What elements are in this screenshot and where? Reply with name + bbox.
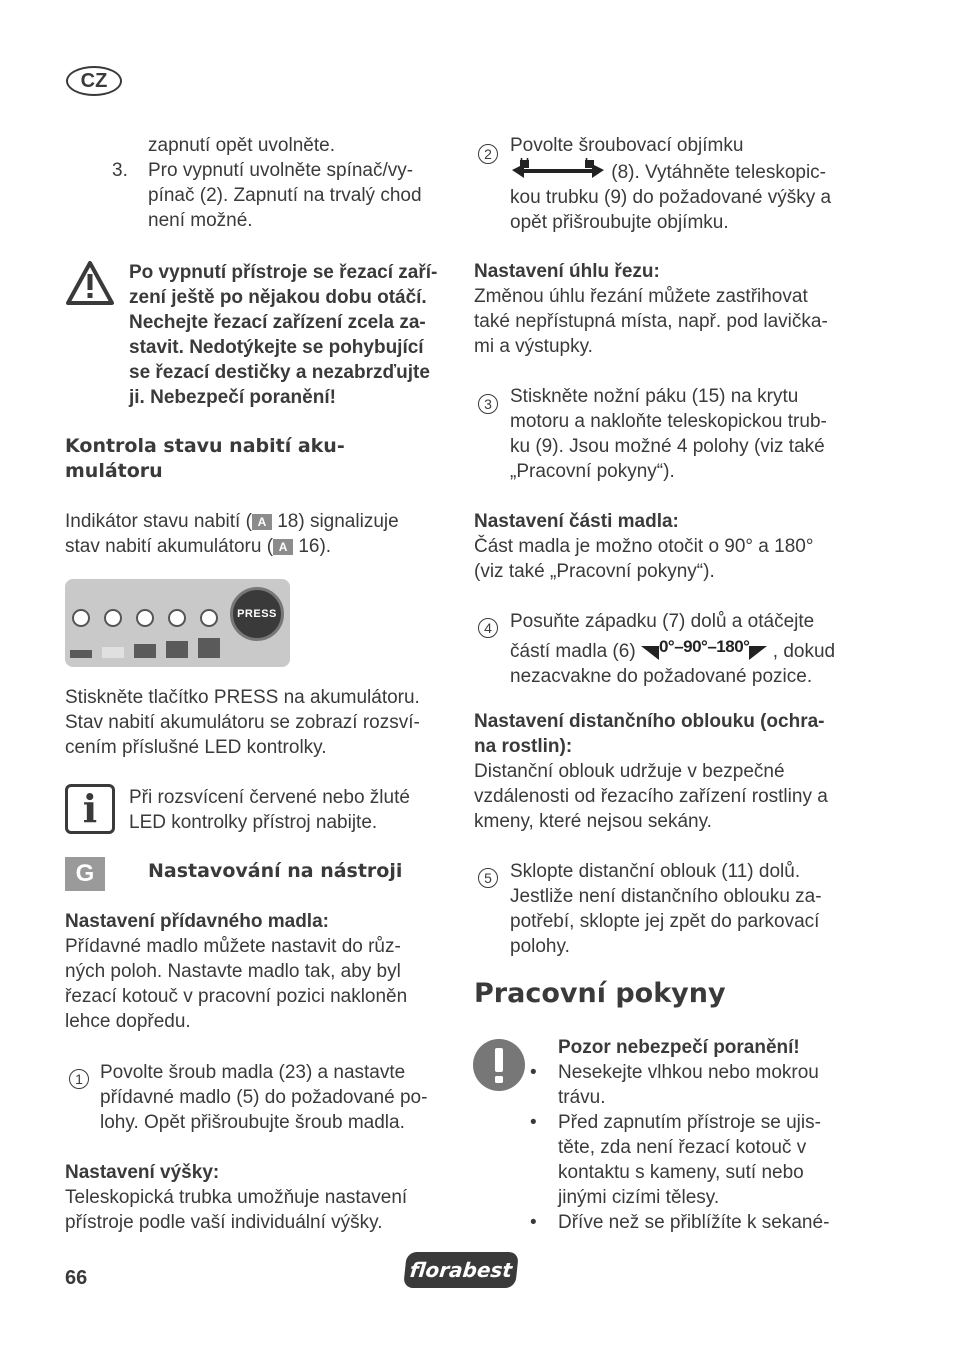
battery-heading: Kontrola stavu nabití aku- mulátoru [65,435,345,482]
figure-a-badge: A [252,514,272,530]
spacer-heading: Nastavení distančního oblouku (ochra- na rostlin): [474,711,825,757]
caution-icon [472,1038,526,1092]
info-icon: i [65,784,115,834]
cut-angle-heading: Nastavení úhlu řezu: [474,261,660,282]
step-2-text: Povolte šroubovací objímku (8). Vytáhněte teleskopic- kou trubku (9) do požadované výšky a opět přišroubujte objímku. [510,135,832,233]
florabest-logo: florabest [403,1252,519,1288]
step-5-text: Sklopte distanční oblouk (11) dolů. Jestliže není distančního oblouku za- potřebí, sklopte jej zpět do parkovací polohy. [510,861,822,957]
step-1-text: Povolte šroub madla (23) a nastavte přídavné madlo (5) do požadované po- lohy. Opět přišroubujte šroub madla. [100,1062,428,1133]
height-text: Teleskopická trubka umožňuje nastavení přístroje podle vaší individuální výšky. [65,1187,408,1233]
step-4-circle: 4 [478,618,498,638]
bullet-1-text: Nesekejte vlhkou nebo mokrou trávu. [558,1062,819,1108]
level-bar-1 [70,650,92,658]
rotate-left-arrow-icon [641,644,659,660]
level-bar-2 [102,647,124,658]
work-instructions-heading: Pracovní pokyny [474,978,726,1009]
level-bar-5 [198,638,220,658]
step-2-circle: 2 [478,144,498,164]
cut-angle-text: Změnou úhlu řezání můžete zastřihovat také nepřístupná místa, např. pod lavička- mi a výstupky. [474,286,828,357]
spacer-text: Distanční oblouk udržuje v bezpečné vzdálenosti od řezacího zařízení rostliny a kmeny, které nejsou sekány. [474,761,828,832]
language-badge: CZ [66,66,122,96]
handle-part-heading: Nastavení části madla: [474,511,679,532]
caution-heading: Pozor nebezpečí poranění! [558,1037,800,1058]
led-3 [136,609,154,627]
warning-text: Po vypnutí přístroje se řezací zaří- zení ještě po nějakou dobu otáčí. Nechejte řezací zařízení zcela za- stavit. Nedotýkejte se pohybující se řezací destičky a nezabrzďujte ji. Nebezpečí poranění! [129,262,438,408]
section-title: Nastavování na nástroji [148,860,403,882]
indicator-text: Indikátor stavu nabití ( A 18) signalizuje stav nabití akumulátoru ( A 16). [65,511,399,557]
led-5 [200,609,218,627]
bullet-2-text: Před zapnutím přístroje se ujis- těte, zda není řezací kotouč v kontaktu s kameny, sutí nebo jinými cizími tělesy. [558,1112,821,1208]
step-1-circle: 1 [69,1069,89,1089]
bullet-2: • [530,1112,537,1133]
step-5-circle: 5 [478,868,498,888]
led-4 [168,609,186,627]
led-2 [104,609,122,627]
press-button: PRESS [230,587,284,641]
level-bar-4 [166,641,188,658]
bullet-3-text: Dříve než se přiblížíte k sekané- [558,1212,830,1233]
figure-a-badge: A [273,539,293,555]
led-1 [72,609,90,627]
step-3-circle: 3 [478,394,498,414]
step3-number: 3. [112,160,128,181]
info-text: Při rozsvícení červené nebo žluté LED kontrolky přístroj nabijte. [129,787,410,833]
step-4-text: Posuňte západku (7) dolů a otáčejte částí madla (6) 0°–90°–180° , dokud nezacvakne do požadované pozice. [510,611,836,687]
aux-handle-heading: Nastavení přídavného madla: [65,911,329,932]
page-number: 66 [65,1267,88,1289]
section-letter-badge: G [65,857,105,891]
intro-line: zapnutí opět uvolněte. [148,135,335,156]
aux-handle-text: Přídavné madlo můžete nastavit do růz- ných poloh. Nastavte madlo tak, aby byl řezací kotouč v pracovní pozici nakloněn lehce dopředu. [65,936,408,1032]
level-bar-3 [134,644,156,658]
step-3-text: Stiskněte nožní páku (15) na krytu motoru a nakloňte teleskopickou trub- ku (9). Jsou možné 4 polohy (viz také „Pracovní pokyny“). [510,386,827,482]
warning-icon [65,260,115,306]
step3-text: Pro vypnutí uvolněte spínač/vy- pínač (2). Zapnutí na trvalý chod není možné. [148,160,422,231]
lock-unlock-arrow-icon [510,158,606,184]
bullet-1: • [530,1062,537,1083]
handle-part-text: Část madla je možno otočit o 90° a 180° (viz také „Pracovní pokyny“). [474,536,814,582]
rotate-right-arrow-icon [749,644,767,660]
bullet-3: • [530,1212,537,1233]
press-text: Stiskněte tlačítko PRESS na akumulátoru. Stav nabití akumulátoru se zobrazí rozsví- cením příslušné LED kontrolky. [65,687,420,758]
height-heading: Nastavení výšky: [65,1162,220,1183]
angle-positions: 0°–90°–180° [658,637,750,656]
